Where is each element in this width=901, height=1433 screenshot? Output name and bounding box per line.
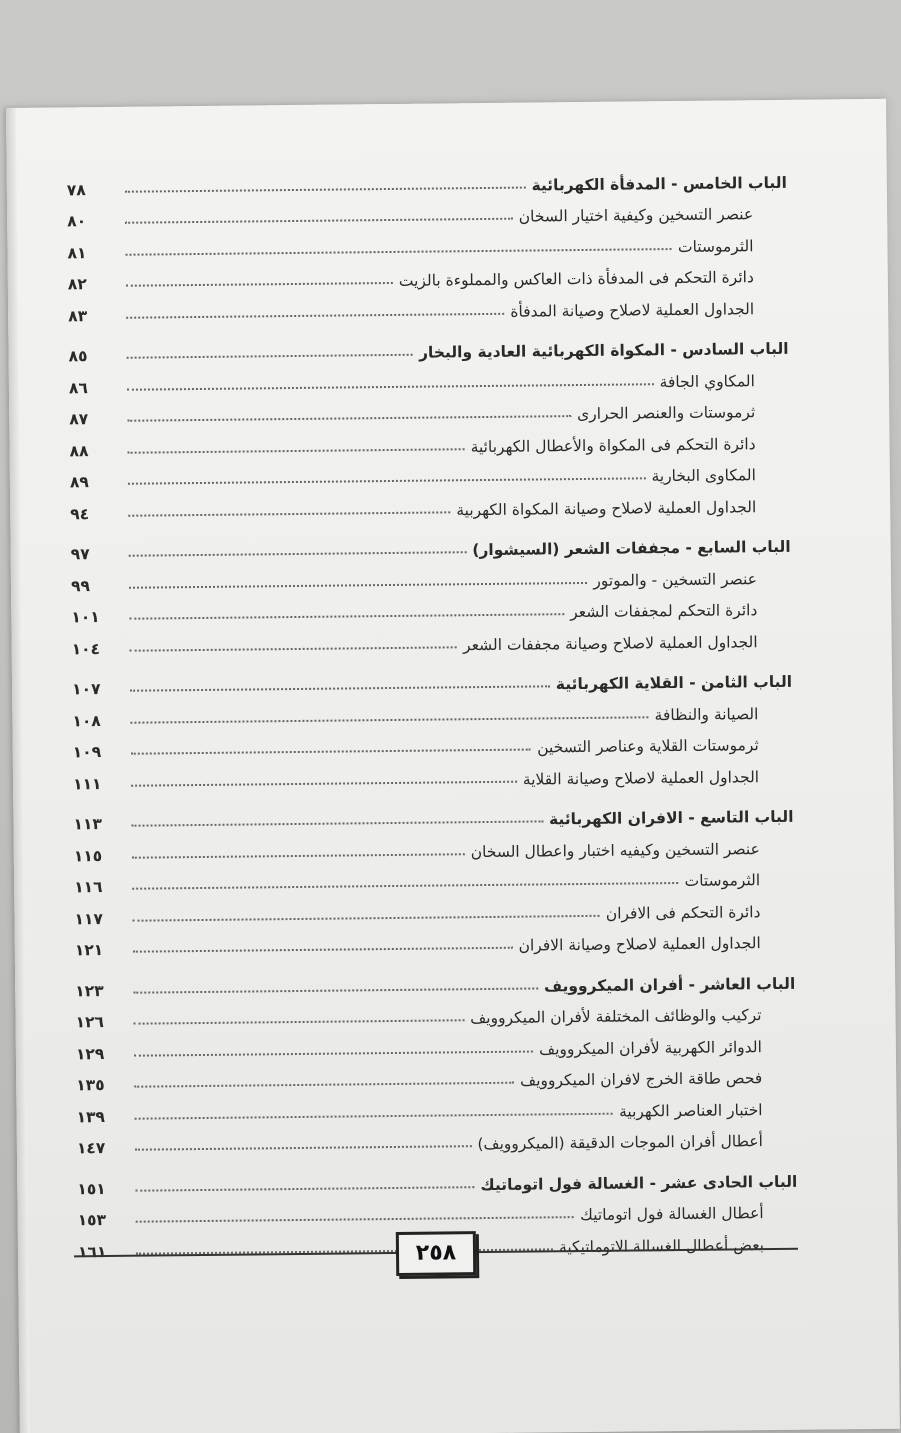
entry-title: الجداول العملية لاصلاح وصيانة مجففات الشعر <box>462 632 758 654</box>
entry-title: الجداول العملية لاصلاح وصيانة القلاية <box>522 767 760 789</box>
entry-title: اختبار العناصر الكهربية <box>618 1100 763 1121</box>
entry-title: المكاوى البخارية <box>651 466 756 486</box>
page-reference: ١٠٤ <box>71 639 101 658</box>
page-reference: ١١٧ <box>74 909 103 928</box>
entry-title: أعطال الغسالة فول اتوماتيك <box>580 1204 764 1225</box>
entry-title: الدوائر الكهربية لأفران الميكروويف <box>538 1037 762 1058</box>
page-reference: ١١١ <box>72 774 102 793</box>
entry-title: دائرة التحكم فى المدفأة ذات العاكس والمملوءة بالزيت <box>398 268 754 290</box>
page-reference: ٨٥ <box>68 347 88 366</box>
toc-entry-row <box>77 1118 797 1157</box>
page-reference: ١٦١ <box>77 1242 107 1261</box>
chapter-title: الباب الخامس - المدفأة الكهربائية <box>531 173 787 195</box>
chapter-title: الباب الحادى عشر - الغسالة فول اتوماتيك <box>480 1172 798 1194</box>
entry-title: ثرموستات القلاية وعناصر التسخين <box>537 736 759 757</box>
entry-title: عنصر التسخين وكيفيه اختبار واعطال السخان <box>470 839 760 861</box>
dot-leader <box>130 646 457 651</box>
page-reference: ٨٢ <box>67 275 87 294</box>
dot-leader <box>126 248 672 256</box>
dot-leader <box>133 947 513 953</box>
entry-title: المكاوي الجافة <box>659 371 755 391</box>
page-reference: ٨١ <box>67 243 87 262</box>
dot-leader <box>128 477 646 484</box>
chapter-title: الباب السادس - المكواة الكهربائية العادية والبخار <box>418 339 789 362</box>
page-reference: ٧٨ <box>66 180 86 199</box>
page-reference: ١١٣ <box>73 815 102 834</box>
page-reference: ١٠٨ <box>72 711 101 730</box>
chapter-title: الباب الثامن - القلاية الكهربائية <box>555 672 793 694</box>
entry-title: الصيانة والنظافة <box>654 704 759 724</box>
entry-title: عنصر التسخين - والموتور <box>593 569 758 590</box>
dot-leader <box>133 914 600 921</box>
entry-title: دائرة التحكم لمجففات الشعر <box>570 601 758 622</box>
dot-leader <box>135 1145 472 1151</box>
entry-title: دائرة التحكم فى الافران <box>605 902 761 923</box>
dot-leader <box>127 383 654 391</box>
page-number: ٢٥٨ <box>396 1231 476 1276</box>
dot-leader <box>135 1112 613 1119</box>
chapter-title: الباب العاشر - أفران الميكروويف <box>543 974 796 995</box>
page-reference: ١٢٣ <box>75 981 104 1000</box>
page-edge <box>6 108 30 1433</box>
dot-leader <box>134 1050 533 1056</box>
dot-leader <box>127 415 571 422</box>
dot-leader <box>134 1082 514 1088</box>
chapter-title: الباب التاسع - الافران الكهربائية <box>548 807 794 829</box>
page-reference: ٨٣ <box>68 306 88 325</box>
dot-leader <box>131 780 517 786</box>
page-reference: ٩٩ <box>70 576 91 595</box>
dot-leader <box>126 312 504 318</box>
entry-title: الثرموستات <box>684 871 761 890</box>
dot-leader <box>128 448 465 454</box>
toc-entry-row <box>73 754 793 793</box>
dot-leader <box>127 354 413 359</box>
page-reference: ١٥١ <box>77 1179 106 1198</box>
dot-leader <box>129 613 564 620</box>
toc-entry-row <box>75 920 795 959</box>
entry-title: ثرموستات والعنصر الحرارى <box>576 403 756 424</box>
page-reference: ١٠٧ <box>71 680 101 699</box>
page-reference: ٨٦ <box>68 378 88 397</box>
dot-leader <box>132 853 465 858</box>
dot-leader <box>133 987 538 993</box>
page-reference: ١٠١ <box>71 608 100 627</box>
dot-leader <box>126 282 393 287</box>
dot-leader <box>136 1216 574 1223</box>
dot-leader <box>130 685 550 691</box>
entry-title: تركيب والوظائف المختلفة لأفران الميكروويف <box>470 1006 762 1028</box>
dot-leader <box>129 581 587 588</box>
page-reference: ١١٥ <box>73 846 103 865</box>
entry-title: الجداول العملية لاصلاح وصيانة المدفأة <box>510 299 755 321</box>
entry-title: الثرموستات <box>677 236 754 256</box>
page-reference: ١٢١ <box>74 941 104 960</box>
dot-leader <box>132 882 678 890</box>
entry-title: بعض أعطال الغسالة الاتوماتيكية <box>558 1235 765 1256</box>
page-reference: ١٠٩ <box>72 743 102 762</box>
page-reference: ٨٧ <box>69 410 89 429</box>
page-reference: ٨٠ <box>67 212 87 231</box>
dot-leader <box>134 1019 465 1024</box>
dot-leader <box>128 511 450 516</box>
page-reference: ٨٩ <box>69 473 89 492</box>
entry-title: الجداول العملية لاصلاح وصيانة الافران <box>518 934 761 955</box>
chapter-title: الباب السابع - مجففات الشعر (السيشوار) <box>472 537 791 560</box>
toc-entry-row <box>68 286 788 325</box>
page-reference: ٩٤ <box>70 504 90 523</box>
page-reference: ١٢٩ <box>75 1044 105 1063</box>
dot-leader <box>135 1186 474 1192</box>
dot-leader <box>125 218 513 224</box>
page-reference: ١٤٧ <box>76 1139 106 1158</box>
table-of-contents <box>67 160 798 1261</box>
entry-title: فحص طاقة الخرج لافران الميكروويف <box>520 1069 763 1090</box>
entry-title: عنصر التسخين وكيفية اختيار السخان <box>518 205 754 226</box>
dot-leader <box>130 716 648 723</box>
page-reference: ١٥٣ <box>77 1211 107 1230</box>
entry-title: دائرة التحكم فى المكواة والأعطال الكهربائية <box>470 434 756 456</box>
page-reference: ١٢٦ <box>75 1013 105 1032</box>
page-reference: ١٣٥ <box>76 1076 105 1095</box>
book-page <box>6 99 900 1433</box>
dot-leader <box>125 186 526 192</box>
dot-leader <box>131 749 531 755</box>
dot-leader <box>129 551 467 557</box>
entry-title: الجداول العملية لاصلاح وصيانة المكواة الكهربية <box>456 497 757 519</box>
toc-entry-row <box>70 484 790 523</box>
dot-leader <box>132 820 544 826</box>
page-reference: ٩٧ <box>70 545 90 564</box>
page-reference: ٨٨ <box>69 441 89 460</box>
page-reference: ١٣٩ <box>76 1107 106 1126</box>
entry-title: أعطال أفران الموجات الدقيقة (الميكروويف) <box>477 1132 763 1154</box>
toc-entry-row <box>71 619 791 658</box>
page-reference: ١١٦ <box>74 878 103 897</box>
